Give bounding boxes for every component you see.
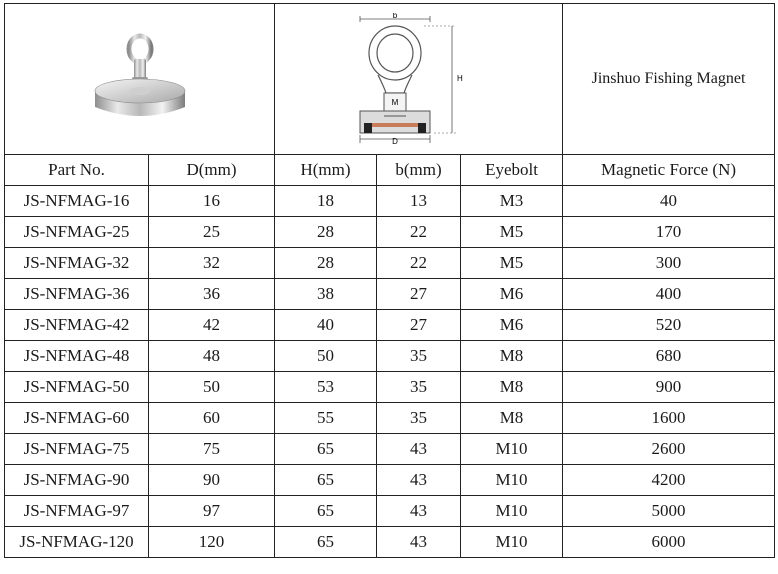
brand-name: Jinshuo Fishing Magnet bbox=[591, 70, 746, 87]
cell-eyebolt: M3 bbox=[461, 186, 563, 217]
cell-h-mm: 18 bbox=[275, 186, 377, 217]
thread-m-label: M bbox=[391, 98, 398, 107]
cell-d-mm: 90 bbox=[149, 465, 275, 496]
cell-part-no: JS-NFMAG-32 bbox=[5, 248, 149, 279]
cell-magnetic-force: 900 bbox=[563, 372, 775, 403]
cell-h-mm: 65 bbox=[275, 527, 377, 558]
cell-d-mm: 32 bbox=[149, 248, 275, 279]
cell-b-mm: 43 bbox=[377, 465, 461, 496]
cell-eyebolt: M8 bbox=[461, 341, 563, 372]
table-row bbox=[5, 496, 775, 527]
table-row bbox=[5, 341, 775, 372]
cell-eyebolt: M6 bbox=[461, 310, 563, 341]
cell-part-no: JS-NFMAG-16 bbox=[5, 186, 149, 217]
cell-b-mm: 27 bbox=[377, 279, 461, 310]
cell-eyebolt: M8 bbox=[461, 372, 563, 403]
cell-d-mm: 16 bbox=[149, 186, 275, 217]
cell-part-no: JS-NFMAG-25 bbox=[5, 217, 149, 248]
technical-drawing-cell bbox=[275, 4, 563, 155]
cell-d-mm: 60 bbox=[149, 403, 275, 434]
cell-d-mm: 50 bbox=[149, 372, 275, 403]
cell-part-no: JS-NFMAG-48 bbox=[5, 341, 149, 372]
table-row bbox=[5, 434, 775, 465]
table-row bbox=[5, 186, 775, 217]
table-row bbox=[5, 279, 775, 310]
table-row bbox=[5, 465, 775, 496]
dim-d-label: D bbox=[391, 137, 398, 145]
cell-magnetic-force: 520 bbox=[563, 310, 775, 341]
cell-eyebolt: M8 bbox=[461, 403, 563, 434]
cell-d-mm: 97 bbox=[149, 496, 275, 527]
product-photo-cell bbox=[5, 4, 275, 155]
cell-b-mm: 43 bbox=[377, 434, 461, 465]
table-row bbox=[5, 403, 775, 434]
cell-h-mm: 38 bbox=[275, 279, 377, 310]
cell-b-mm: 35 bbox=[377, 372, 461, 403]
cell-b-mm: 43 bbox=[377, 527, 461, 558]
table-header-row bbox=[5, 155, 775, 186]
cell-b-mm: 35 bbox=[377, 341, 461, 372]
dim-b-label: b bbox=[392, 13, 397, 20]
cell-part-no: JS-NFMAG-120 bbox=[5, 527, 149, 558]
cell-part-no: JS-NFMAG-36 bbox=[5, 279, 149, 310]
table-row bbox=[5, 217, 775, 248]
technical-drawing bbox=[344, 13, 494, 145]
cell-eyebolt: M10 bbox=[461, 465, 563, 496]
cell-b-mm: 43 bbox=[377, 496, 461, 527]
cell-h-mm: 28 bbox=[275, 248, 377, 279]
cell-b-mm: 22 bbox=[377, 217, 461, 248]
cell-part-no: JS-NFMAG-60 bbox=[5, 403, 149, 434]
column-header-d-mm: D(mm) bbox=[149, 155, 275, 186]
cell-magnetic-force: 40 bbox=[563, 186, 775, 217]
cell-h-mm: 28 bbox=[275, 217, 377, 248]
cell-b-mm: 13 bbox=[377, 186, 461, 217]
cell-part-no: JS-NFMAG-97 bbox=[5, 496, 149, 527]
cell-h-mm: 50 bbox=[275, 341, 377, 372]
cell-part-no: JS-NFMAG-90 bbox=[5, 465, 149, 496]
table-row bbox=[5, 310, 775, 341]
cell-magnetic-force: 300 bbox=[563, 248, 775, 279]
cell-eyebolt: M10 bbox=[461, 496, 563, 527]
dim-h-label: H bbox=[456, 74, 463, 83]
cell-magnetic-force: 170 bbox=[563, 217, 775, 248]
cell-h-mm: 65 bbox=[275, 465, 377, 496]
cell-d-mm: 36 bbox=[149, 279, 275, 310]
table-row bbox=[5, 527, 775, 558]
column-header-h-mm: H(mm) bbox=[275, 155, 377, 186]
cell-b-mm: 22 bbox=[377, 248, 461, 279]
cell-b-mm: 27 bbox=[377, 310, 461, 341]
cell-h-mm: 65 bbox=[275, 434, 377, 465]
cell-eyebolt: M6 bbox=[461, 279, 563, 310]
cell-d-mm: 25 bbox=[149, 217, 275, 248]
cell-eyebolt: M5 bbox=[461, 217, 563, 248]
table-row bbox=[5, 372, 775, 403]
cell-d-mm: 42 bbox=[149, 310, 275, 341]
table-row bbox=[5, 248, 775, 279]
cell-h-mm: 40 bbox=[275, 310, 377, 341]
cell-eyebolt: M5 bbox=[461, 248, 563, 279]
brand-cell bbox=[563, 4, 775, 155]
product-photo bbox=[85, 29, 195, 129]
cell-magnetic-force: 5000 bbox=[563, 496, 775, 527]
cell-h-mm: 55 bbox=[275, 403, 377, 434]
cell-magnetic-force: 6000 bbox=[563, 527, 775, 558]
cell-d-mm: 75 bbox=[149, 434, 275, 465]
column-header-b-mm: b(mm) bbox=[377, 155, 461, 186]
hero-row bbox=[5, 4, 775, 155]
cell-d-mm: 120 bbox=[149, 527, 275, 558]
cell-magnetic-force: 680 bbox=[563, 341, 775, 372]
cell-d-mm: 48 bbox=[149, 341, 275, 372]
cell-h-mm: 53 bbox=[275, 372, 377, 403]
column-header-part-no: Part No. bbox=[5, 155, 149, 186]
cell-eyebolt: M10 bbox=[461, 434, 563, 465]
cell-part-no: JS-NFMAG-75 bbox=[5, 434, 149, 465]
cell-magnetic-force: 4200 bbox=[563, 465, 775, 496]
cell-magnetic-force: 1600 bbox=[563, 403, 775, 434]
spec-sheet bbox=[4, 3, 774, 571]
column-header-magnetic-force: Magnetic Force (N) bbox=[563, 155, 775, 186]
cell-eyebolt: M10 bbox=[461, 527, 563, 558]
cell-h-mm: 65 bbox=[275, 496, 377, 527]
cell-part-no: JS-NFMAG-50 bbox=[5, 372, 149, 403]
spec-table bbox=[4, 3, 775, 558]
cell-magnetic-force: 2600 bbox=[563, 434, 775, 465]
cell-magnetic-force: 400 bbox=[563, 279, 775, 310]
cell-part-no: JS-NFMAG-42 bbox=[5, 310, 149, 341]
cell-b-mm: 35 bbox=[377, 403, 461, 434]
column-header-eyebolt: Eyebolt bbox=[461, 155, 563, 186]
